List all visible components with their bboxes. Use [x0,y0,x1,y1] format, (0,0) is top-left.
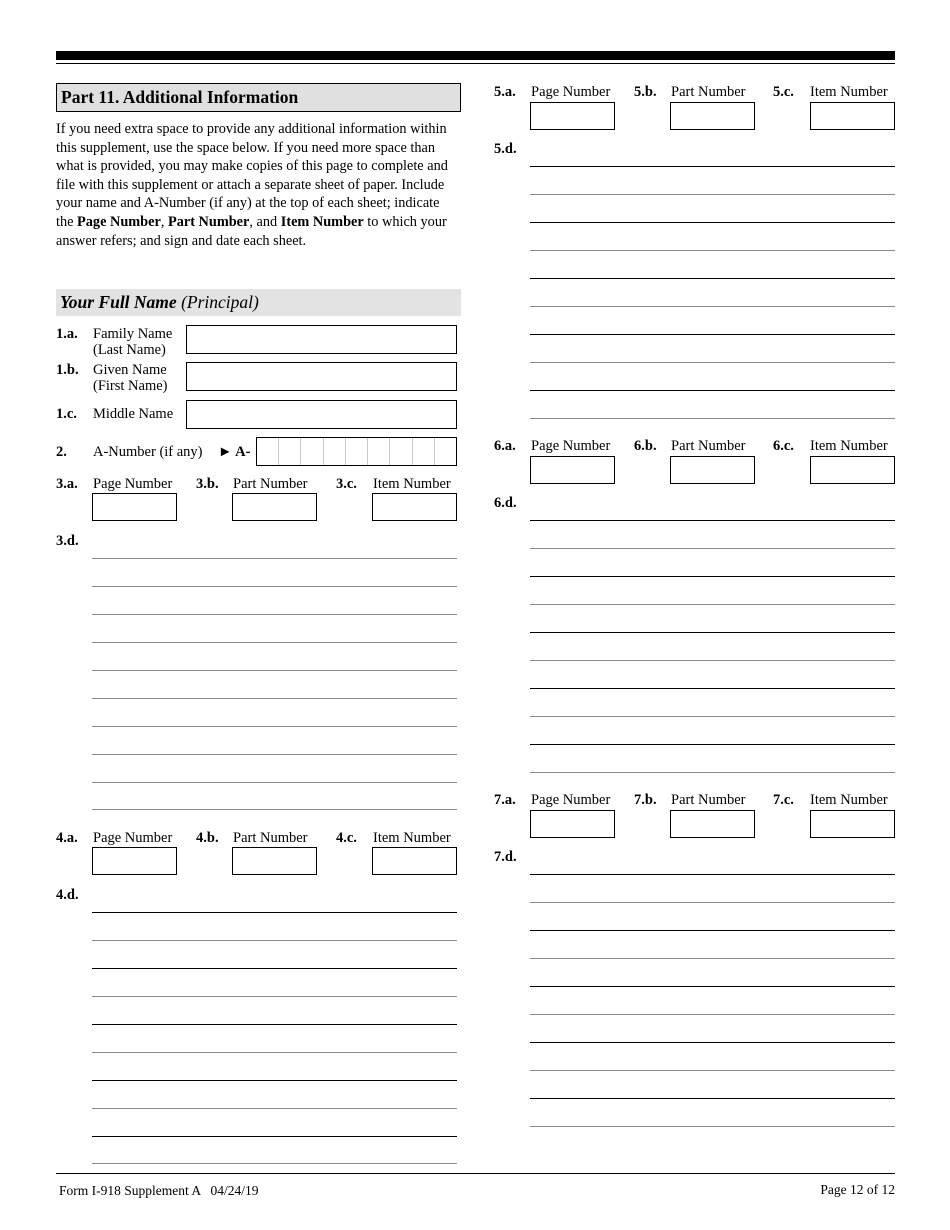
answer-line[interactable] [530,278,895,279]
answer-line[interactable] [92,996,457,997]
page-number-input[interactable] [92,493,177,521]
answer-line[interactable] [530,716,895,717]
part-number-num: 7.b. [634,792,657,808]
intro-and: , and [249,213,281,230]
answer-line[interactable] [92,1163,457,1164]
answer-line[interactable] [530,390,895,391]
answer-line[interactable] [530,1098,895,1099]
answer-line[interactable] [530,744,895,745]
item-number-num: 5.c. [773,84,794,100]
answer-line[interactable] [92,912,457,913]
middle-name-label: Middle Name [93,406,174,422]
intro-text-1: If you need extra space to provide any additional information within this supplement, use the space below. If you need more space than what is provided, you may make copies of this page to complete and file with this supplement or attach a separate sheet of paper. Include your name and A-Number (if any) at the top of each sheet; indicate the [56,121,448,230]
a-number-digit[interactable] [435,438,456,465]
given-name-number: 1.b. [56,362,79,378]
answer-line[interactable] [92,1052,457,1053]
page-number-num: 4.a. [56,830,78,846]
answer-line[interactable] [530,306,895,307]
item-number-label: Item Number [373,476,451,492]
answer-line[interactable] [92,754,457,755]
answer-line[interactable] [530,576,895,577]
page-number-label: Page Number [531,438,611,454]
family-name-number: 1.a. [56,326,78,342]
page-number-num: 7.a. [494,792,516,808]
answer-line[interactable] [530,194,895,195]
item-number-num: 3.c. [336,476,357,492]
answer-num: 6.d. [494,495,517,511]
part-number-num: 4.b. [196,830,219,846]
item-number-num: 4.c. [336,830,357,846]
a-number-input[interactable] [256,437,457,466]
intro-item-number: Item Number [280,213,364,230]
a-number-number: 2. [56,444,67,460]
answer-line[interactable] [530,362,895,363]
answer-line[interactable] [92,1108,457,1109]
answer-line[interactable] [530,986,895,987]
answer-line[interactable] [92,614,457,615]
answer-line[interactable] [92,1024,457,1025]
a-number-label: A-Number (if any) [93,444,203,460]
answer-num: 7.d. [494,849,517,865]
item-number-input[interactable] [810,810,895,838]
intro-comma: , [160,213,168,230]
part-number-num: 3.b. [196,476,219,492]
answer-line[interactable] [92,586,457,587]
a-number-digit[interactable] [390,438,412,465]
page-number-label: Page Number [531,792,611,808]
item-number-num: 6.c. [773,438,794,454]
a-number-digit[interactable] [368,438,390,465]
middle-name-number: 1.c. [56,406,77,422]
answer-line[interactable] [530,930,895,931]
answer-num: 3.d. [56,533,79,549]
part-number-input[interactable] [670,102,755,130]
top-rule-thin [56,63,895,64]
answer-line[interactable] [92,940,457,941]
instructions-text [56,120,460,250]
item-number-input[interactable] [810,102,895,130]
answer-line[interactable] [92,782,457,783]
part-number-input[interactable] [232,493,317,521]
answer-line[interactable] [92,968,457,969]
intro-page-number: Page Number [77,213,161,230]
answer-line[interactable] [92,698,457,699]
part-number-input[interactable] [670,456,755,484]
answer-line[interactable] [530,1014,895,1015]
item-number-input[interactable] [372,847,457,875]
a-number-prefix: ► A- [218,444,251,460]
answer-line[interactable] [92,1136,457,1137]
answer-line[interactable] [530,902,895,903]
answer-line[interactable] [92,642,457,643]
section-title-rest: (Principal) [176,292,259,312]
page-number-num: 3.a. [56,476,78,492]
answer-num: 4.d. [56,887,79,903]
answer-line[interactable] [530,334,895,335]
middle-name-input[interactable] [186,400,457,429]
part-number-num: 6.b. [634,438,657,454]
answer-line[interactable] [530,250,895,251]
page-indicator: Page 12 of 12 [820,1182,895,1197]
part-number-label: Part Number [233,476,308,492]
answer-line[interactable] [530,520,895,521]
page-number-input[interactable] [92,847,177,875]
a-number-digit[interactable] [279,438,301,465]
answer-line[interactable] [92,558,457,559]
form-id: Form I-918 Supplement A 04/24/19 [59,1183,259,1198]
answer-line[interactable] [530,604,895,605]
part-number-label: Part Number [233,830,308,846]
answer-line[interactable] [530,958,895,959]
section-title-bold: Your Full Name [60,292,177,312]
page-number-label: Page Number [93,476,173,492]
answer-line[interactable] [530,1070,895,1071]
item-number-label: Item Number [373,830,451,846]
answer-line[interactable] [530,418,895,419]
item-number-input[interactable] [372,493,457,521]
page-number-num: 5.a. [494,84,516,100]
part-number-num: 5.b. [634,84,657,100]
intro-text-2: to which your answer refers; and sign and date each sheet. [56,213,447,249]
answer-line[interactable] [530,1126,895,1127]
top-rule-thick [56,51,895,60]
part-number-label: Part Number [671,792,746,808]
full-name-section-title [56,289,461,316]
answer-line[interactable] [530,166,895,167]
answer-line[interactable] [92,809,457,810]
part-title: Part 11. Additional Information [56,83,461,112]
page-number-label: Page Number [531,84,611,100]
answer-line[interactable] [530,632,895,633]
footer-rule [56,1173,895,1174]
answer-line[interactable] [530,548,895,549]
a-number-digit[interactable] [346,438,368,465]
item-number-label: Item Number [810,792,888,808]
part-number-label: Part Number [671,438,746,454]
family-name-input[interactable] [186,325,457,354]
answer-line[interactable] [530,1042,895,1043]
answer-line[interactable] [530,660,895,661]
part-number-label: Part Number [671,84,746,100]
family-name-label: Family Name (Last Name) [93,326,173,358]
item-number-input[interactable] [810,456,895,484]
answer-line[interactable] [92,726,457,727]
part-number-input[interactable] [670,810,755,838]
answer-num: 5.d. [494,141,517,157]
intro-part-number: Part Number [167,213,250,230]
given-name-label: Given Name (First Name) [93,362,168,394]
item-number-label: Item Number [810,84,888,100]
answer-line[interactable] [92,670,457,671]
answer-line[interactable] [92,1080,457,1081]
item-number-label: Item Number [810,438,888,454]
page-number-num: 6.a. [494,438,516,454]
page-number-input[interactable] [530,810,615,838]
answer-line[interactable] [530,688,895,689]
answer-line[interactable] [530,222,895,223]
answer-line[interactable] [530,874,895,875]
a-number-digit[interactable] [257,438,279,465]
page-number-input[interactable] [530,102,615,130]
a-number-digit[interactable] [301,438,323,465]
given-name-input[interactable] [186,362,457,391]
part-number-input[interactable] [232,847,317,875]
a-number-digit[interactable] [324,438,346,465]
a-number-digit[interactable] [413,438,435,465]
answer-line[interactable] [530,772,895,773]
item-number-num: 7.c. [773,792,794,808]
page-number-input[interactable] [530,456,615,484]
page-number-label: Page Number [93,830,173,846]
